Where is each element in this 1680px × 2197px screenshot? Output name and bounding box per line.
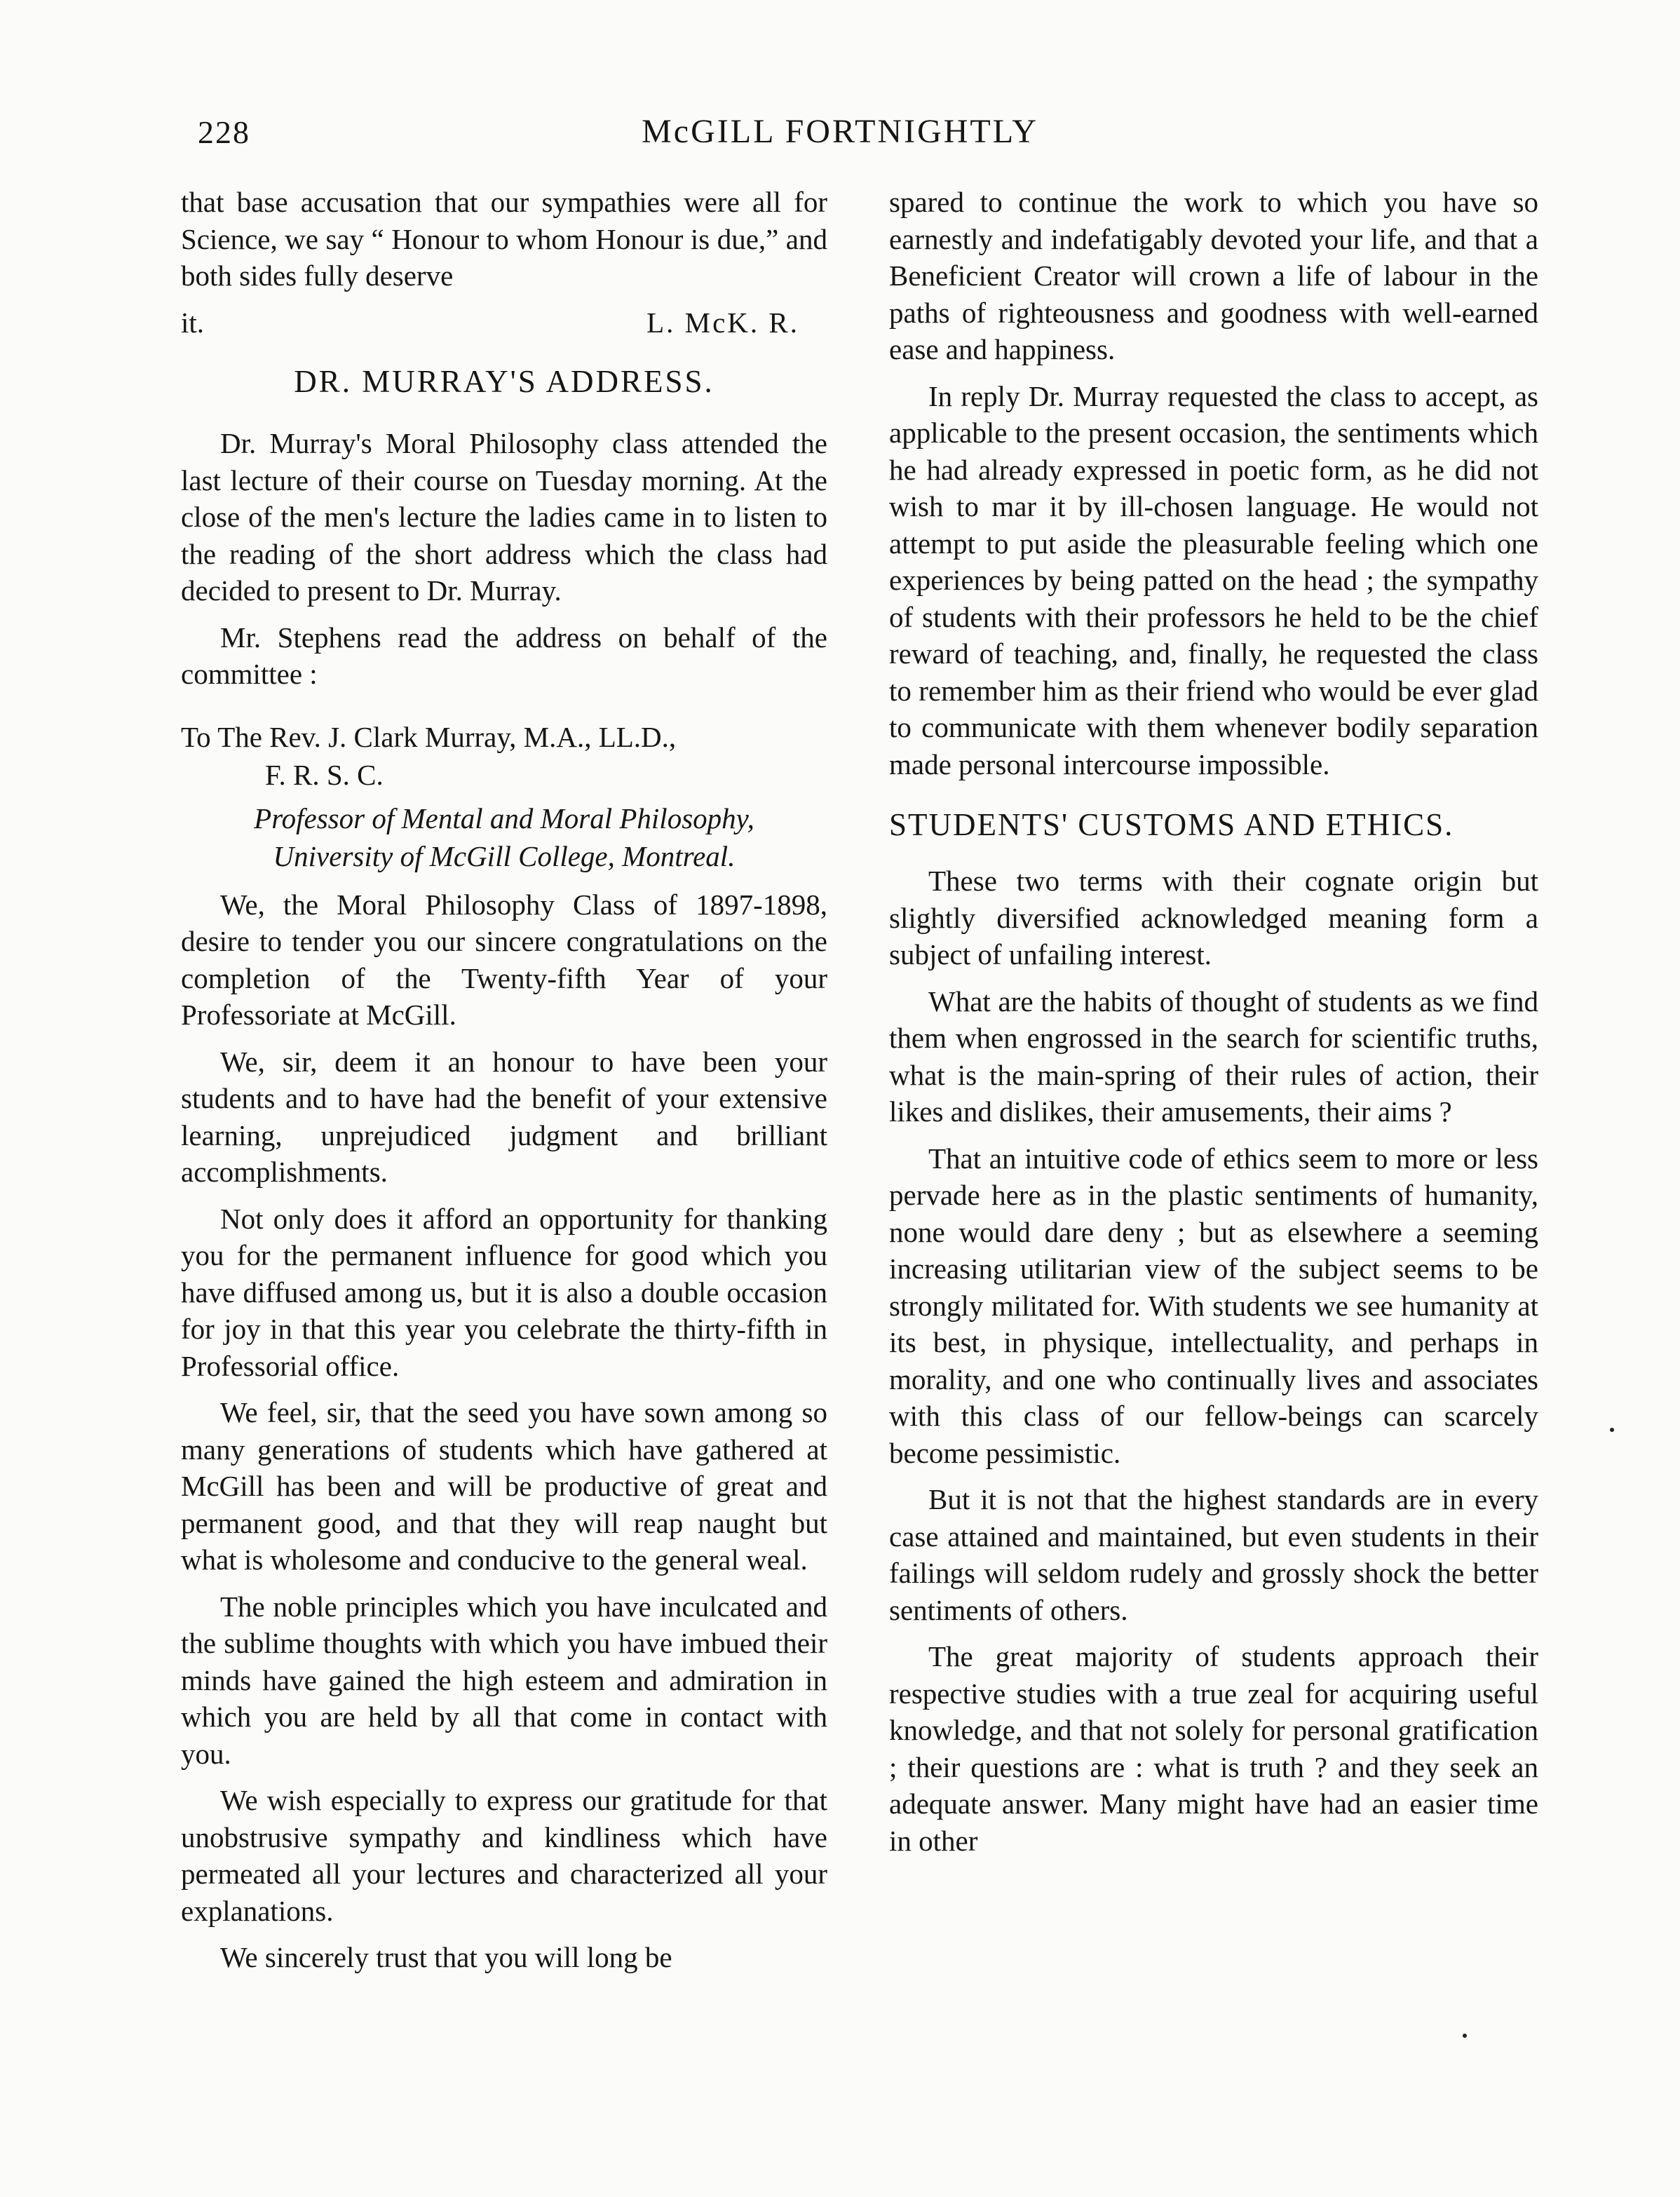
paragraph: That an intuitive code of ethics seem to more or less pervade here as in the plastic sentiments of humanity, none would dare deny ; but as elsewhere a seeming increasing utilitarian view of the subject seems to be strongly militated for. With students we see humanity at its best, in physique, intellectuality, and perhaps in morality, and one who continually lives and associates with this class of our fellow-beings can scarcely become pessimistic. [889, 1142, 1538, 1469]
section-title-murray-address: DR. MURRAY'S ADDRESS. [294, 364, 714, 399]
paragraph: Dr. Murray's Moral Philosophy class attended the last lecture of their course on Tuesday morning. At the close of the men's lecture the ladies came in to listen to the reading of the short address which the class had decided to present to Dr. Murray. [181, 427, 827, 607]
address-recipient [181, 718, 827, 794]
paragraph: We feel, sir, that the seed you have sown among so many generations of students which have gathered at McGill has been and will be productive of great and permanent good, and that they will reap naught but what is wholesome and conducive to the general weal. [181, 1396, 827, 1576]
paragraph: The great majority of students approach their respective studies with a true zeal for acquiring useful knowledge, and that not solely for personal gratification ; their questions are : what is truth ? and they seek an adequate answer. Many might have had an easier time in other [889, 1640, 1538, 1857]
signature-last-word: it. [181, 306, 205, 339]
left-column [181, 184, 827, 1986]
paragraph: We, sir, deem it an honour to have been your students and to have had the benefit of your extensive learning, unprejudiced judgment and brilliant accomplishments. [181, 1045, 827, 1188]
paragraph: We sincerely trust that you will long be [220, 1941, 672, 1973]
address-recipient-title: Professor of Mental and Moral Philosophy, University of McGill College, Montreal. [254, 802, 754, 872]
paragraph: In reply Dr. Murray requested the class to accept, as applicable to the present occasion, the sentiments which he had already expressed in poetic form, as he did not wish to mar it by ill-chosen language. He would not attempt to put aside the pleasurable feeling which one experiences by being patted on the head ; the sympathy of students with their professors he held to be the chief reward of teaching, and, finally, he requested the class to remember him as their friend who would be ever glad to communicate with them whenever bodily separation made personal intercourse impossible. [889, 379, 1538, 780]
page-number: 228 [198, 114, 250, 150]
scan-speck [1610, 1428, 1614, 1432]
intro-paragraph: that base accusation that our sympathies were all for Science, we say “ Honour to whom Honour is due,” and both sides fully deserve [181, 186, 827, 292]
running-head: McGILL FORTNIGHTLY [642, 113, 1038, 150]
signature-line [181, 304, 827, 342]
paragraph: We wish especially to express our gratitude for that unobstrusive sympathy and kindliness which have permeated all your lectures and characterized all your explanations. [181, 1784, 827, 1927]
address-recipient-name: To The Rev. J. Clark Murray, M.A., LL.D., [181, 720, 677, 753]
scan-speck [1463, 2034, 1467, 2038]
right-column [889, 184, 1538, 1869]
address-recipient-honours: F. R. S. C. [265, 758, 384, 791]
paragraph: But it is not that the highest standards are in every case attained and maintained, but even students in their failings will seldom rudely and grossly shock the better sentiments of others. [889, 1483, 1538, 1626]
paragraph: These two terms with their cognate origin but slightly diversified acknowledged meaning form a subject of unfailing interest. [889, 865, 1538, 971]
paragraph: We, the Moral Philosophy Class of 1897-1898, desire to tender you our sincere congratulations on the completion of the Twenty-fifth Year of your Professoriate at McGill. [181, 888, 827, 1031]
author-initials: L. McK. R. [646, 306, 799, 339]
paragraph: Mr. Stephens read the address on behalf of the committee : [181, 621, 827, 690]
paragraph: What are the habits of thought of students as we find them when engrossed in the search for scientific truths, what is the main-spring of their rules of action, their likes and dislikes, their amusements, their aims ? [889, 985, 1538, 1128]
paragraph: The noble principles which you have inculcated and the sublime thoughts with which you have imbued their minds have gained the high esteem and admiration in which you are held by all that come in contact with you. [181, 1590, 827, 1770]
paragraph: Not only does it afford an opportunity for thanking you for the permanent influence for good which you have diffused among us, but it is also a double occasion for joy in that this year you celebrate the thirty-fifth in Professorial office. [181, 1202, 827, 1382]
paragraph: spared to continue the work to which you have so earnestly and indefatigably devoted your life, and that a Beneficient Creator will crown a life of labour in the paths of righteousness and goodness with well-earned ease and happiness. [889, 186, 1538, 365]
section-title-students-customs: STUDENTS' CUSTOMS AND ETHICS. [889, 807, 1454, 842]
